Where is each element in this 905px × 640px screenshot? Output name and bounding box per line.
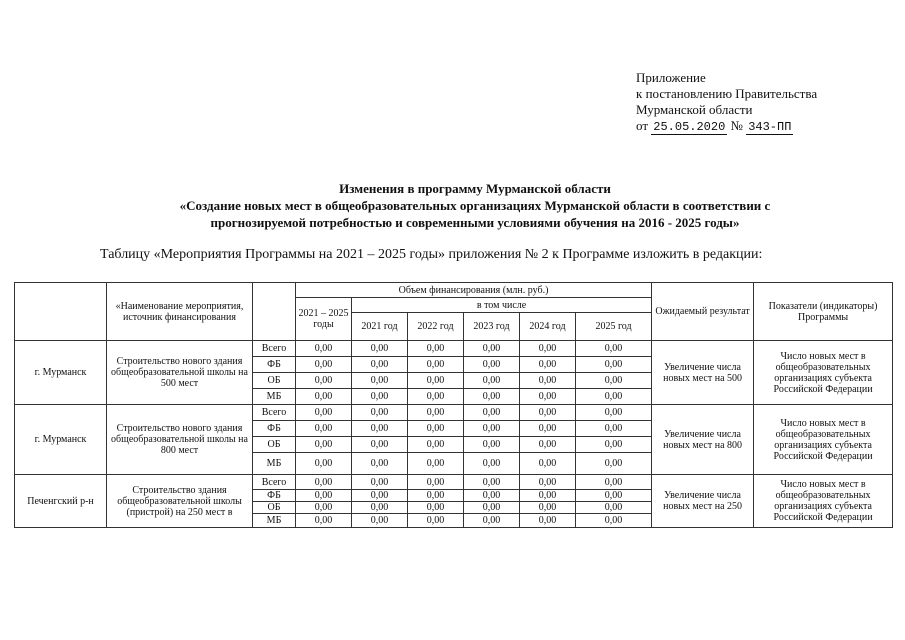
value-cell: 0,00 [352, 514, 408, 528]
header-including: в том числе [352, 298, 652, 313]
appendix-block [636, 70, 817, 135]
value-cell: 0,00 [352, 453, 408, 475]
row-result: Увеличение числа новых мест на 800 [652, 405, 754, 475]
value-cell: 0,00 [352, 357, 408, 373]
title-line-2: «Создание новых мест в общеобразовательных организациях Мурманской области в соответствии с [179, 198, 771, 213]
header-year-2024: 2024 год [520, 313, 576, 341]
value-cell: 0,00 [464, 514, 520, 528]
value-cell: 0,00 [352, 437, 408, 453]
value-cell: 0,00 [520, 341, 576, 357]
value-cell: 0,00 [408, 490, 464, 502]
row-indicator: Число новых мест в общеобразовательных организациях субъекта Российской Федерации [754, 475, 893, 528]
value-cell: 0,00 [408, 502, 464, 514]
row-activity: Строительство нового здания общеобразовательной школы на 500 мест [107, 341, 253, 405]
value-cell: 0,00 [408, 514, 464, 528]
source-label: ФБ [253, 421, 296, 437]
appendix-line-2: к постановлению Правительства [636, 86, 818, 101]
appendix-date-line [636, 118, 817, 135]
value-cell: 0,00 [296, 490, 352, 502]
header-total-period: 2021 – 2025 годы [296, 298, 352, 341]
row-activity: Строительство нового здания общеобразовательной школы на 800 мест [107, 405, 253, 475]
value-cell: 0,00 [464, 437, 520, 453]
value-cell: 0,00 [352, 475, 408, 490]
value-cell: 0,00 [408, 421, 464, 437]
measures-table [14, 282, 893, 528]
value-cell: 0,00 [296, 453, 352, 475]
appendix-number: 343-ПП [748, 120, 792, 134]
row-indicator: Число новых мест в общеобразовательных организациях субъекта Российской Федерации [754, 405, 893, 475]
value-cell: 0,00 [296, 341, 352, 357]
value-cell: 0,00 [520, 373, 576, 389]
value-cell: 0,00 [576, 389, 652, 405]
value-cell: 0,00 [464, 405, 520, 421]
value-cell: 0,00 [576, 514, 652, 528]
source-label: МБ [253, 389, 296, 405]
intro-text: Таблицу «Мероприятия Программы на 2021 – 2025 годы» приложения № 2 к Программе изложить в редакции: [100, 247, 763, 262]
value-cell: 0,00 [576, 490, 652, 502]
document-title [80, 180, 870, 231]
value-cell: 0,00 [296, 502, 352, 514]
header-year-2022: 2022 год [408, 313, 464, 341]
value-cell: 0,00 [296, 437, 352, 453]
value-cell: 0,00 [296, 389, 352, 405]
header-source-empty [253, 283, 296, 341]
value-cell: 0,00 [464, 453, 520, 475]
value-cell: 0,00 [464, 341, 520, 357]
value-cell: 0,00 [352, 341, 408, 357]
source-label: МБ [253, 453, 296, 475]
value-cell: 0,00 [576, 357, 652, 373]
value-cell: 0,00 [576, 421, 652, 437]
header-year-2025: 2025 год [576, 313, 652, 341]
value-cell: 0,00 [464, 490, 520, 502]
header-location-empty [15, 283, 107, 341]
row-result: Увеличение числа новых мест на 250 [652, 475, 754, 528]
value-cell: 0,00 [464, 357, 520, 373]
appendix-number-sign: № [730, 118, 743, 133]
source-label: ОБ [253, 502, 296, 514]
header-indicators: Показатели (индикаторы) Программы [754, 283, 893, 341]
value-cell: 0,00 [408, 405, 464, 421]
value-cell: 0,00 [520, 453, 576, 475]
source-label: Всего [253, 475, 296, 490]
source-label: МБ [253, 514, 296, 528]
header-result: Ожидаемый результат [652, 283, 754, 341]
value-cell: 0,00 [576, 502, 652, 514]
source-label: ФБ [253, 490, 296, 502]
appendix-prefix: от [636, 118, 649, 133]
row-location: Печенгский р-н [15, 475, 107, 528]
value-cell: 0,00 [464, 502, 520, 514]
value-cell: 0,00 [352, 490, 408, 502]
table-row [15, 475, 893, 490]
row-location: г. Мурманск [15, 341, 107, 405]
value-cell: 0,00 [296, 357, 352, 373]
value-cell: 0,00 [296, 475, 352, 490]
value-cell: 0,00 [296, 514, 352, 528]
value-cell: 0,00 [352, 405, 408, 421]
value-cell: 0,00 [520, 475, 576, 490]
value-cell: 0,00 [408, 357, 464, 373]
value-cell: 0,00 [352, 502, 408, 514]
source-label: ФБ [253, 357, 296, 373]
source-label: Всего [253, 341, 296, 357]
value-cell: 0,00 [352, 373, 408, 389]
value-cell: 0,00 [520, 421, 576, 437]
value-cell: 0,00 [576, 475, 652, 490]
row-indicator: Число новых мест в общеобразовательных организациях субъекта Российской Федерации [754, 341, 893, 405]
value-cell: 0,00 [296, 373, 352, 389]
value-cell: 0,00 [520, 389, 576, 405]
value-cell: 0,00 [352, 389, 408, 405]
appendix-date: 25.05.2020 [653, 120, 726, 134]
value-cell: 0,00 [408, 475, 464, 490]
source-label: Всего [253, 405, 296, 421]
value-cell: 0,00 [296, 421, 352, 437]
value-cell: 0,00 [408, 389, 464, 405]
value-cell: 0,00 [576, 405, 652, 421]
row-location: г. Мурманск [15, 405, 107, 475]
value-cell: 0,00 [520, 514, 576, 528]
value-cell: 0,00 [576, 453, 652, 475]
value-cell: 0,00 [408, 373, 464, 389]
table-row [15, 405, 893, 421]
value-cell: 0,00 [464, 389, 520, 405]
value-cell: 0,00 [352, 421, 408, 437]
value-cell: 0,00 [464, 475, 520, 490]
value-cell: 0,00 [520, 490, 576, 502]
header-year-2021: 2021 год [352, 313, 408, 341]
header-name: «Наименование мероприятия, источник финансирования [107, 283, 253, 341]
value-cell: 0,00 [520, 437, 576, 453]
value-cell: 0,00 [520, 357, 576, 373]
value-cell: 0,00 [408, 437, 464, 453]
row-activity: Строительство здания общеобразовательной школы (пристрой) на 250 мест в [107, 475, 253, 528]
value-cell: 0,00 [520, 405, 576, 421]
title-line-3: прогнозируемой потребностью и современными условиями обучения на 2016 - 2025 годы» [210, 215, 740, 230]
value-cell: 0,00 [296, 405, 352, 421]
header-volume: Объем финансирования (млн. руб.) [296, 283, 652, 298]
value-cell: 0,00 [576, 373, 652, 389]
value-cell: 0,00 [520, 502, 576, 514]
row-result: Увеличение числа новых мест на 500 [652, 341, 754, 405]
value-cell: 0,00 [464, 421, 520, 437]
value-cell: 0,00 [408, 341, 464, 357]
source-label: ОБ [253, 373, 296, 389]
header-year-2023: 2023 год [464, 313, 520, 341]
value-cell: 0,00 [576, 341, 652, 357]
appendix-line-3: Мурманской области [636, 102, 753, 117]
table-row [15, 341, 893, 357]
appendix-line-1: Приложение [636, 70, 706, 85]
value-cell: 0,00 [464, 373, 520, 389]
source-label: ОБ [253, 437, 296, 453]
value-cell: 0,00 [408, 453, 464, 475]
title-line-1: Изменения в программу Мурманской области [339, 181, 611, 196]
value-cell: 0,00 [576, 437, 652, 453]
